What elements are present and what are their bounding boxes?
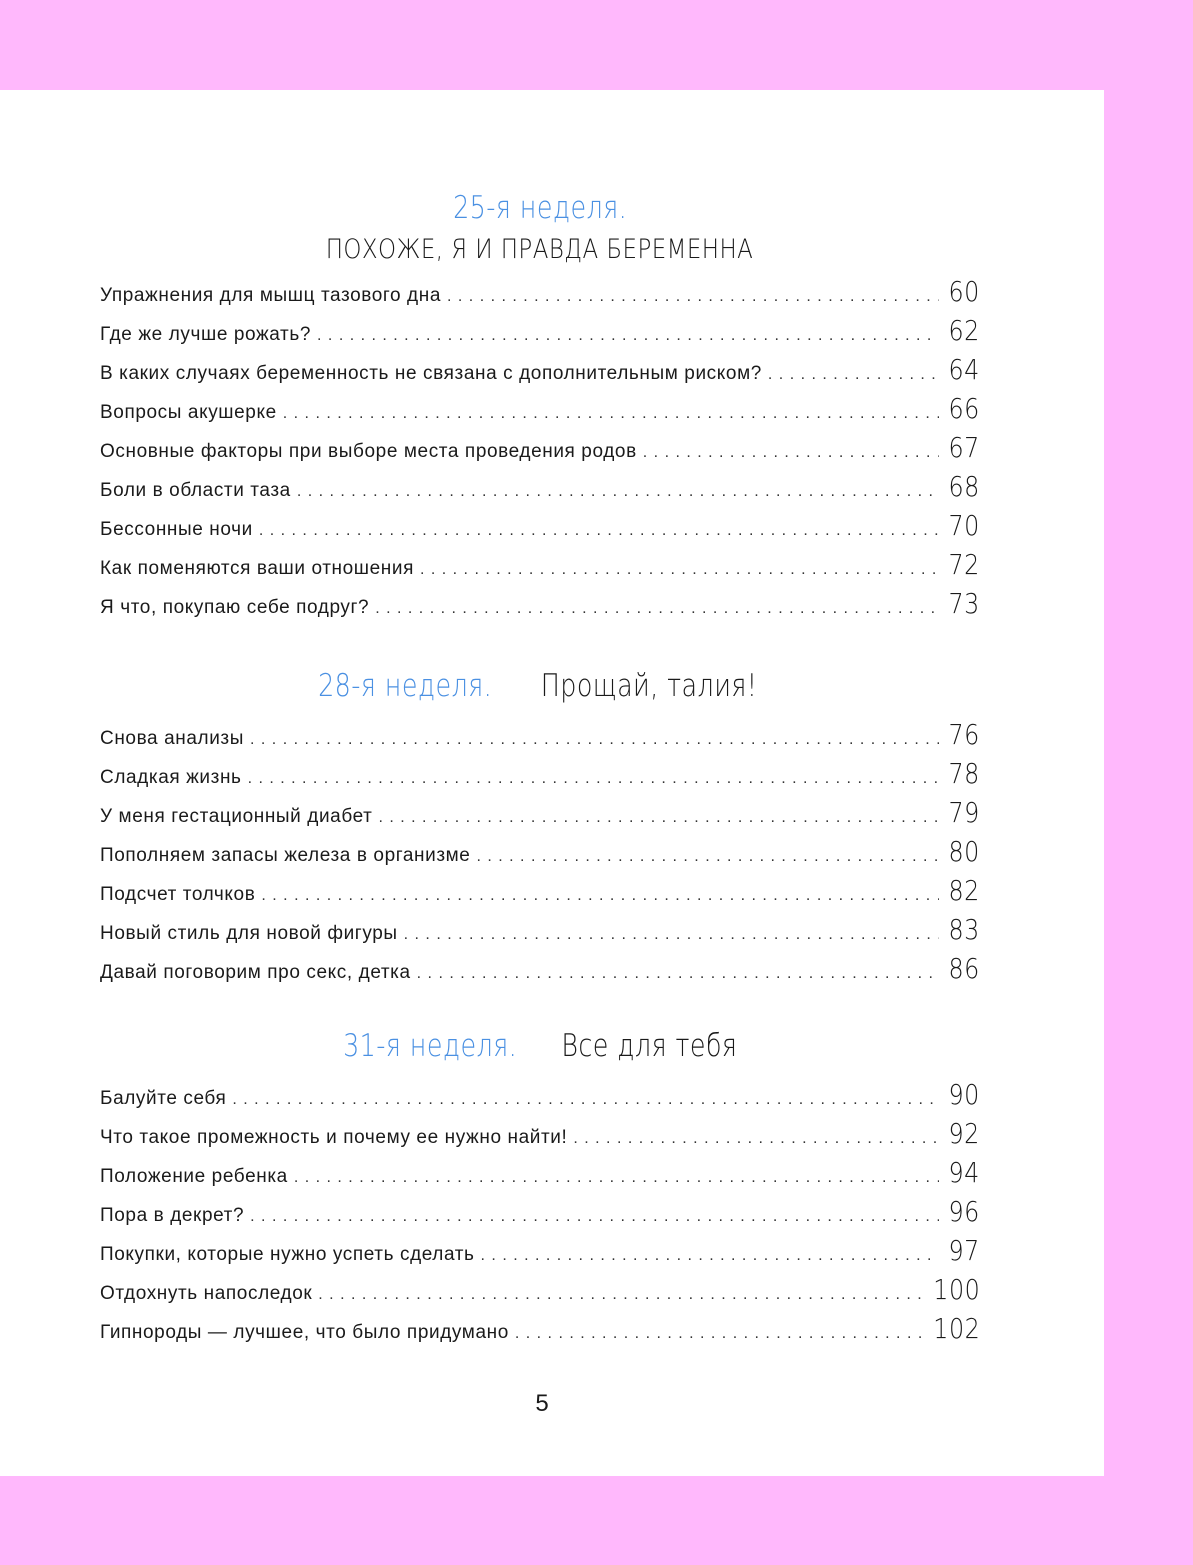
toc-entry-page: 80	[948, 835, 980, 868]
toc-entry-title: Гипнороды — лучшее, что было придумано	[100, 1322, 509, 1343]
dot-leader	[248, 770, 940, 788]
dot-leader	[261, 887, 939, 905]
dot-leader	[283, 405, 939, 423]
toc-entry[interactable]	[100, 1234, 980, 1273]
toc-entry-title: Пора в декрет?	[100, 1205, 245, 1226]
toc-entry-page: 66	[948, 392, 980, 425]
section-subtitle: ПОХОЖЕ, Я И ПРАВДА БЕРЕМЕННА	[326, 234, 754, 265]
toc-entry-page: 79	[948, 796, 980, 829]
toc-entry-title: Где же лучше рожать?	[100, 324, 312, 345]
dot-leader	[297, 483, 939, 501]
dot-leader	[643, 444, 939, 462]
toc-entry-page: 60	[948, 275, 980, 308]
toc-entry-title: Покупки, которые нужно успеть сделать	[100, 1244, 475, 1265]
section-heading	[100, 190, 980, 265]
toc-list	[100, 718, 980, 991]
dot-leader	[259, 522, 939, 540]
toc-entry-page: 100	[933, 1273, 980, 1306]
toc-entry-title: Снова анализы	[100, 728, 245, 749]
section-subtitle: Прощай, талия!	[540, 668, 758, 704]
toc-entry-title: Я что, покупаю себе подруг?	[100, 597, 370, 618]
toc-entry[interactable]	[100, 952, 980, 991]
dot-leader	[317, 327, 939, 345]
toc-entry[interactable]	[100, 757, 980, 796]
toc-entry-page: 102	[933, 1312, 980, 1345]
toc-entry[interactable]	[100, 470, 980, 509]
toc-entry[interactable]	[100, 314, 980, 353]
book-page	[0, 90, 1104, 1476]
dot-leader	[250, 731, 939, 749]
toc-entry-title: В каких случаях беременность не связана с дополнительным риском?	[100, 363, 762, 384]
toc-entry[interactable]	[100, 1078, 980, 1117]
toc-list	[100, 275, 980, 626]
toc-entry-title: Вопросы акушерке	[100, 402, 277, 423]
dot-leader	[768, 366, 939, 384]
toc-list	[100, 1078, 980, 1351]
toc-entry-title: Основные факторы при выборе места проведения родов	[100, 441, 637, 462]
toc-entry-title: У меня гестационный диабет	[100, 806, 373, 827]
toc-entry-title: Боли в области таза	[100, 480, 291, 501]
section-heading	[100, 1028, 980, 1064]
toc-entry-page: 90	[948, 1078, 980, 1111]
toc-entry-page: 70	[948, 509, 980, 542]
toc-entry-title: Что такое промежность и почему ее нужно найти!	[100, 1127, 568, 1148]
toc-entry[interactable]	[100, 1312, 980, 1351]
toc-entry[interactable]	[100, 1273, 980, 1312]
toc-entry[interactable]	[100, 431, 980, 470]
toc-entry-title: Упражнения для мышц тазового дна	[100, 285, 442, 306]
toc-entry-page: 83	[948, 913, 980, 946]
toc-entry-title: Как поменяются ваши отношения	[100, 558, 414, 579]
toc-entry-page: 76	[948, 718, 980, 751]
toc-entry-page: 92	[948, 1117, 980, 1150]
toc-entry-title: Отдохнуть напоследок	[100, 1283, 313, 1304]
dot-leader	[250, 1208, 939, 1226]
toc-entry-title: Бессонные ночи	[100, 519, 253, 540]
toc-entry-page: 86	[948, 952, 980, 985]
toc-section-week-25	[100, 190, 980, 626]
toc-entry-title: Положение ребенка	[100, 1166, 288, 1187]
toc-entry-title: Сладкая жизнь	[100, 767, 242, 788]
toc-entry[interactable]	[100, 1117, 980, 1156]
toc-entry-page: 67	[948, 431, 980, 464]
toc-entry-page: 78	[948, 757, 980, 790]
week-label: 31-я неделя.	[342, 1028, 517, 1064]
dot-leader	[232, 1091, 939, 1109]
toc-entry[interactable]	[100, 548, 980, 587]
toc-entry[interactable]	[100, 796, 980, 835]
dot-leader	[378, 809, 939, 827]
dot-leader	[420, 561, 939, 579]
toc-section-week-31	[100, 1028, 980, 1351]
toc-entry-page: 82	[948, 874, 980, 907]
toc-entry-page: 97	[948, 1234, 980, 1267]
toc-entry[interactable]	[100, 353, 980, 392]
dot-leader	[294, 1169, 939, 1187]
toc-entry[interactable]	[100, 275, 980, 314]
section-subtitle: Все для тебя	[560, 1028, 737, 1064]
toc-entry[interactable]	[100, 718, 980, 757]
toc-entry-page: 96	[948, 1195, 980, 1228]
dot-leader	[515, 1325, 921, 1343]
toc-entry-title: Балуйте себя	[100, 1088, 227, 1109]
section-heading	[100, 668, 980, 704]
toc-entry-page: 94	[948, 1156, 980, 1189]
dot-leader	[447, 288, 939, 306]
dot-leader	[404, 926, 940, 944]
toc-entry-page: 73	[948, 587, 980, 620]
toc-entry-title: Пополняем запасы железа в организме	[100, 845, 471, 866]
toc-entry[interactable]	[100, 874, 980, 913]
toc-entry-page: 72	[948, 548, 980, 581]
toc-entry-page: 62	[948, 314, 980, 347]
toc-entry[interactable]	[100, 835, 980, 874]
toc-entry-page: 64	[948, 353, 980, 386]
toc-entry-title: Подсчет толчков	[100, 884, 256, 905]
toc-entry[interactable]	[100, 1195, 980, 1234]
dot-leader	[476, 848, 939, 866]
toc-entry[interactable]	[100, 392, 980, 431]
dot-leader	[481, 1247, 940, 1265]
dot-leader	[318, 1286, 920, 1304]
page-number: 5	[535, 1390, 549, 1417]
toc-entry[interactable]	[100, 913, 980, 952]
toc-entry[interactable]	[100, 587, 980, 626]
week-label: 25-я неделя.	[452, 190, 628, 226]
dot-leader	[375, 600, 939, 618]
toc-entry-title: Давай поговорим про секс, детка	[100, 962, 411, 983]
toc-entry-page: 68	[948, 470, 980, 503]
dot-leader	[417, 965, 940, 983]
week-label: 28-я неделя.	[318, 668, 493, 704]
toc-section-week-28	[100, 668, 980, 991]
toc-entry-title: Новый стиль для новой фигуры	[100, 923, 398, 944]
toc-entry[interactable]	[100, 1156, 980, 1195]
dot-leader	[573, 1130, 939, 1148]
toc-entry[interactable]	[100, 509, 980, 548]
